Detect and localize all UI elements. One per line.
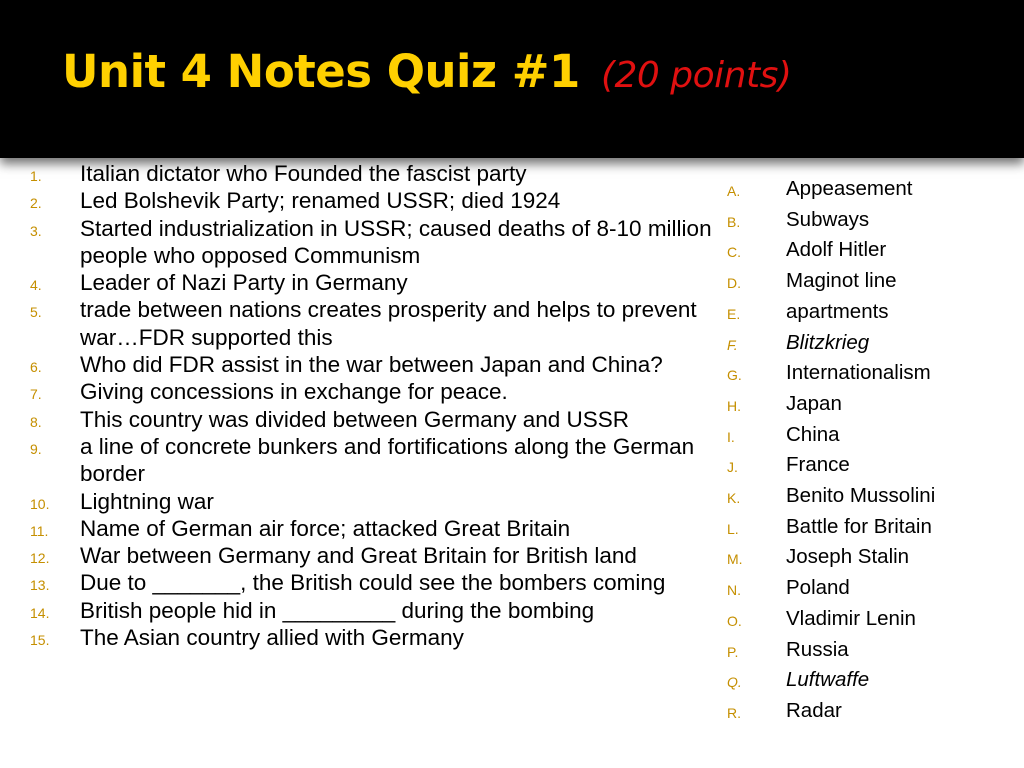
answer-text: France <box>786 453 850 477</box>
answer-letter: B. <box>727 213 741 230</box>
question-text: Giving concessions in exchange for peace. <box>80 379 508 405</box>
answer-item <box>727 665 1017 696</box>
answer-text: Poland <box>786 576 850 600</box>
question-item <box>0 187 720 214</box>
title-text: Unit 4 Notes Quiz #1 <box>62 45 580 98</box>
answer-text: Battle for Britain <box>786 514 932 538</box>
question-text: The Asian country allied with Germany <box>80 625 464 651</box>
answer-letter: C. <box>727 244 741 261</box>
answer-item <box>727 328 1017 359</box>
question-number: 9. <box>30 440 42 457</box>
answer-text: Adolf Hitler <box>786 238 887 262</box>
answer-text: Appeasement <box>786 177 913 200</box>
answer-text: Russia <box>786 637 849 661</box>
answer-letter: F. <box>727 336 738 353</box>
answer-item <box>727 573 1017 604</box>
question-number: 3. <box>30 222 42 239</box>
answer-item <box>727 696 1017 727</box>
answer-letter: H. <box>727 397 741 414</box>
question-text: Leader of Nazi Party in Germany <box>80 270 408 296</box>
answer-item <box>727 266 1017 297</box>
question-text: Led Bolshevik Party; renamed USSR; died 1924 <box>80 188 561 214</box>
answer-item <box>727 358 1017 389</box>
page-title <box>62 42 791 106</box>
answer-item <box>727 604 1017 635</box>
question-text: This country was divided between Germany and USSR <box>80 406 630 432</box>
question-list <box>0 160 720 651</box>
question-number: 5. <box>30 304 42 321</box>
question-number: 13. <box>30 577 50 594</box>
answer-letter: D. <box>727 275 741 292</box>
answer-item <box>727 297 1017 328</box>
answer-letter: M. <box>727 551 743 568</box>
question-text: Due to _______, the British could see the bombers coming <box>80 570 666 596</box>
question-text: War between Germany and Great Britain for British land <box>80 543 637 569</box>
question-number: 15. <box>30 632 50 649</box>
question-text: Started industrialization in USSR; caused deaths of 8-10 million people who opposed Communism <box>80 215 712 268</box>
question-item <box>0 515 720 542</box>
answer-item <box>727 512 1017 543</box>
answer-letter: K. <box>727 490 741 507</box>
answer-text: China <box>786 422 840 446</box>
answer-item <box>727 235 1017 266</box>
answer-letter: L. <box>727 520 739 537</box>
answer-item <box>727 542 1017 573</box>
question-text: Italian dictator who Founded the fascist party <box>80 161 527 186</box>
answer-item <box>727 389 1017 420</box>
question-number: 14. <box>30 604 50 621</box>
question-item <box>0 597 720 624</box>
answer-item <box>727 635 1017 666</box>
points-subtitle: (20 points) <box>600 55 792 96</box>
answer-letter: I. <box>727 428 735 445</box>
question-item <box>0 406 720 433</box>
question-number: 7. <box>30 386 42 403</box>
question-number: 6. <box>30 359 42 376</box>
question-item <box>0 269 720 296</box>
answer-text: Maginot line <box>786 269 897 293</box>
answer-letter: N. <box>727 582 741 599</box>
answer-text: Radar <box>786 698 842 722</box>
question-item <box>0 160 720 187</box>
question-number: 1. <box>30 168 42 184</box>
answer-text: Luftwaffe <box>786 668 870 692</box>
question-item <box>0 488 720 515</box>
answer-letter: P. <box>727 643 739 660</box>
question-number: 4. <box>30 277 42 294</box>
question-text: a line of concrete bunkers and fortifications along the German border <box>80 433 695 487</box>
question-item <box>0 296 720 351</box>
answer-letter: O. <box>727 612 742 629</box>
answer-letter: G. <box>727 367 742 384</box>
question-text: Who did FDR assist in the war between Japan and China? <box>80 352 663 378</box>
question-number: 11. <box>30 522 49 539</box>
question-number: 2. <box>30 195 42 212</box>
question-text: trade between nations creates prosperity and helps to prevent war…FDR supported this <box>80 297 697 350</box>
answer-letter: Q. <box>727 674 742 691</box>
question-text: Lightning war <box>80 488 214 514</box>
answer-item <box>727 205 1017 236</box>
answer-text: Joseph Stalin <box>786 545 910 569</box>
question-item <box>0 215 720 270</box>
answer-text: Benito Mussolini <box>786 484 936 508</box>
answer-letter: R. <box>727 704 741 721</box>
question-item <box>0 624 720 651</box>
question-number: 10. <box>30 495 50 512</box>
answer-letter: A. <box>727 183 741 199</box>
answer-text: Subways <box>786 207 870 231</box>
answer-text: Japan <box>786 391 842 415</box>
answer-letter: E. <box>727 305 741 322</box>
answer-text: Vladimir Lenin <box>786 606 916 630</box>
answer-letter: J. <box>727 459 738 476</box>
question-number: 8. <box>30 413 42 430</box>
question-number: 12. <box>30 550 50 567</box>
answer-text: Blitzkrieg <box>786 330 870 354</box>
question-item <box>0 378 720 405</box>
answer-item <box>727 420 1017 451</box>
answer-text: apartments <box>786 299 889 323</box>
answer-item <box>727 174 1017 205</box>
question-item <box>0 433 720 488</box>
question-item <box>0 351 720 378</box>
question-item <box>0 542 720 569</box>
title-banner <box>0 0 1024 158</box>
answer-list <box>727 174 1017 727</box>
question-text: British people hid in _________ during the bombing <box>80 597 595 623</box>
question-text: Name of German air force; attacked Great Britain <box>80 515 571 541</box>
answer-item <box>727 481 1017 512</box>
question-item <box>0 569 720 596</box>
answer-text: Internationalism <box>786 361 931 385</box>
answer-item <box>727 450 1017 481</box>
